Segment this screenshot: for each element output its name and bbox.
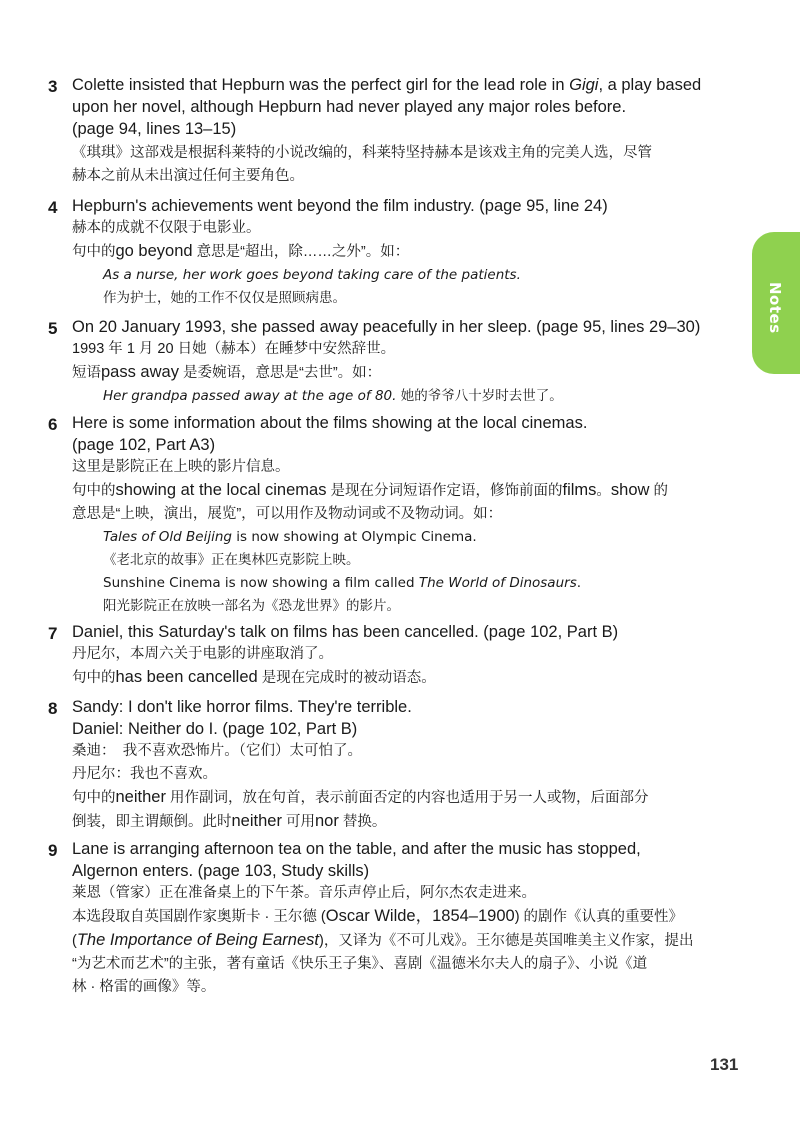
- example-english: Her grandpa passed away at the age of 80. 她的爷爷八十岁时去世了。: [103, 388, 563, 404]
- example-english: As a nurse, her work goes beyond taking care of the patients.: [103, 267, 521, 283]
- note-chinese: 莱恩（管家）正在准备桌上的下午茶。音乐声停止后，阿尔杰农走进来。: [72, 885, 536, 901]
- note-9: [48, 838, 738, 999]
- note-4: [48, 195, 738, 310]
- note-english: Sandy: I don't like horror films. They're terrible.: [72, 698, 412, 716]
- example-chinese: 阳光影院正在放映一部名为《恐龙世界》的影片。: [103, 598, 400, 613]
- note-number: 4: [48, 198, 58, 217]
- note-chinese: 短语pass away 是委婉语，意思是“去世”。如：: [72, 363, 382, 381]
- note-english: upon her novel, although Hepburn had never played any major roles before.: [72, 98, 627, 116]
- note-english: Lane is arranging afternoon tea on the table, and after the music has stopped,: [72, 840, 641, 858]
- note-english: On 20 January 1993, she passed away peacefully in her sleep. (page 95, lines 29–30): [72, 318, 701, 336]
- notes-tab[interactable]: [752, 232, 800, 374]
- note-8: [48, 696, 738, 834]
- note-chinese: 《琪琪》这部戏是根据科莱特的小说改编的，科莱特坚持赫本是该戏主角的完美人选，尽管: [72, 145, 652, 161]
- example-english: Tales of Old Beijing is now showing at Olympic Cinema.: [103, 529, 477, 545]
- example-english: Sunshine Cinema is now showing a film called The World of Dinosaurs.: [103, 575, 582, 591]
- note-6: [48, 412, 738, 618]
- note-3: [48, 74, 738, 188]
- page-reference: (page 102, Part A3): [72, 436, 216, 454]
- note-chinese: “为艺术而艺术”的主张，著有童话《快乐王子集》、喜剧《温德米尔夫人的扇子》、小说《道: [72, 956, 648, 972]
- note-number: 5: [48, 319, 58, 338]
- note-english: Daniel: Neither do I. (page 102, Part B): [72, 720, 358, 738]
- note-english: Here is some information about the films showing at the local cinemas.: [72, 414, 588, 432]
- note-number: 7: [48, 624, 58, 643]
- note-chinese: (The Importance of Being Earnest)，又译为《不可儿戏》。王尔德是英国唯美主义作家，提出: [72, 931, 694, 949]
- note-chinese: 林 · 格雷的画像》等。: [72, 979, 216, 995]
- note-chinese: 丹尼尔，本周六关于电影的讲座取消了。: [72, 646, 333, 662]
- note-chinese: 赫本的成就不仅限于电影业。: [72, 220, 261, 236]
- note-chinese: 句中的neither 用作副词，放在句首，表示前面否定的内容也适用于另一人或物，后面部分: [72, 788, 649, 806]
- note-chinese: 倒装，即主谓颠倒。此时neither 可用nor 替换。: [72, 812, 387, 830]
- example-chinese: 《老北京的故事》正在奥林匹克影院上映。: [103, 552, 360, 567]
- note-chinese: 桑迪： 我不喜欢恐怖片。（它们）太可怕了。: [72, 743, 362, 759]
- note-english: Daniel, this Saturday's talk on films has been cancelled. (page 102, Part B): [72, 623, 619, 641]
- note-chinese: 这里是影院正在上映的影片信息。: [72, 459, 290, 475]
- note-chinese: 丹尼尔：我也不喜欢。: [72, 766, 217, 782]
- note-number: 8: [48, 699, 58, 718]
- note-5: [48, 316, 738, 407]
- note-chinese: 赫本之前从未出演过任何主要角色。: [72, 168, 304, 184]
- page-reference: (page 94, lines 13–15): [72, 120, 237, 138]
- notes-tab-label: Notes: [766, 282, 784, 334]
- note-number: 6: [48, 415, 58, 434]
- note-number: 9: [48, 841, 58, 860]
- note-chinese: 本选段取自英国剧作家奥斯卡 · 王尔德 (Oscar Wilde，1854–1900) 的剧作《认真的重要性》: [72, 907, 684, 925]
- note-english: Colette insisted that Hepburn was the perfect girl for the lead role in Gigi, a play based: [72, 76, 702, 94]
- note-chinese: 1993 年 1 月 20 日她（赫本）在睡梦中安然辞世。: [72, 341, 396, 357]
- note-english: Algernon enters. (page 103, Study skills): [72, 862, 370, 880]
- note-chinese: 句中的showing at the local cinemas 是现在分词短语作定语，修饰前面的films。show 的: [72, 481, 668, 499]
- note-english: Hepburn's achievements went beyond the film industry. (page 95, line 24): [72, 197, 608, 215]
- example-chinese: 作为护士，她的工作不仅仅是照顾病患。: [103, 290, 346, 305]
- note-7: [48, 621, 738, 690]
- note-chinese: 句中的go beyond 意思是“超出，除……之外”。如：: [72, 242, 410, 260]
- note-chinese: 意思是“上映，演出，展览”，可以用作及物动词或不及物动词。如：: [72, 506, 503, 522]
- note-chinese: 句中的has been cancelled 是现在完成时的被动语态。: [72, 668, 436, 686]
- page-number: 131: [710, 1055, 739, 1074]
- note-number: 3: [48, 77, 58, 96]
